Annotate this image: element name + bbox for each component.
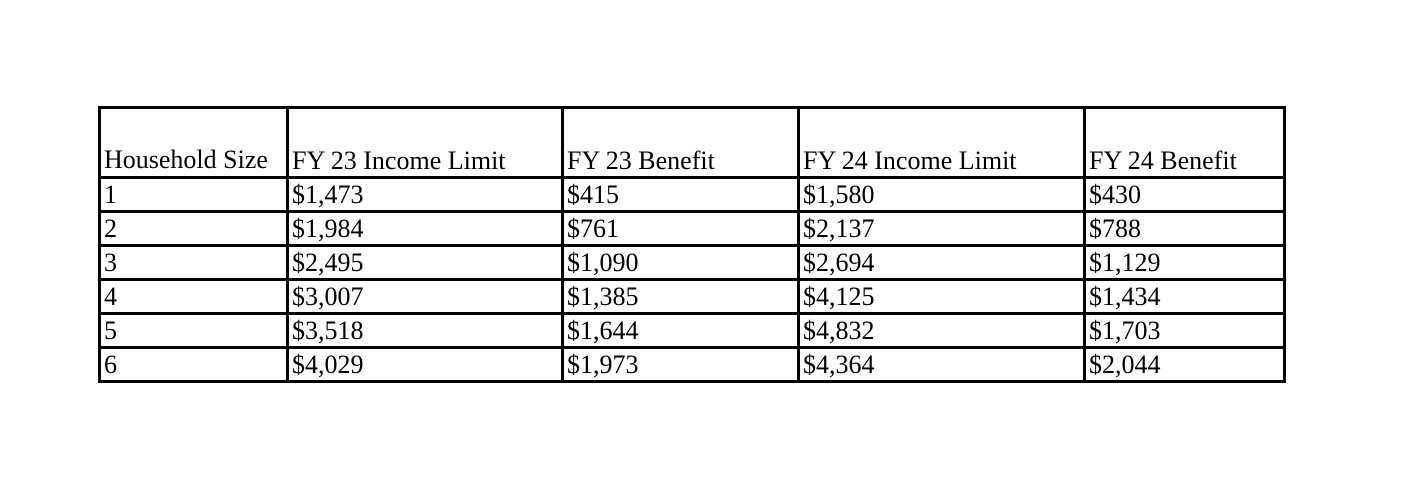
- cell-fy24-income-limit: $1,580: [800, 179, 1083, 210]
- cell-fy24-income-limit: $2,137: [800, 213, 1083, 244]
- table-row: [101, 281, 1283, 312]
- cell-household-size: 1: [101, 179, 286, 210]
- cell-fy24-benefit: $430: [1086, 179, 1283, 210]
- income-benefit-table: [98, 106, 1286, 383]
- header-fy24-benefit: FY 24 Benefit: [1086, 109, 1283, 176]
- cell-household-size: 2: [101, 213, 286, 244]
- cell-fy24-benefit: $1,129: [1086, 247, 1283, 278]
- table-header-row: [101, 109, 1283, 176]
- cell-fy23-income-limit: $1,984: [289, 213, 561, 244]
- cell-fy23-benefit: $1,385: [564, 281, 797, 312]
- cell-household-size: 6: [101, 349, 286, 380]
- header-household-size: Household Size: [101, 109, 286, 176]
- cell-household-size: 3: [101, 247, 286, 278]
- cell-fy24-benefit: $2,044: [1086, 349, 1283, 380]
- header-fy23-benefit: FY 23 Benefit: [564, 109, 797, 176]
- cell-fy23-benefit: $761: [564, 213, 797, 244]
- table-row: [101, 349, 1283, 380]
- table-row: [101, 315, 1283, 346]
- cell-fy23-income-limit: $3,518: [289, 315, 561, 346]
- cell-fy24-income-limit: $4,364: [800, 349, 1083, 380]
- cell-fy23-income-limit: $4,029: [289, 349, 561, 380]
- cell-fy23-benefit: $1,090: [564, 247, 797, 278]
- cell-fy23-income-limit: $2,495: [289, 247, 561, 278]
- cell-fy23-income-limit: $3,007: [289, 281, 561, 312]
- cell-household-size: 4: [101, 281, 286, 312]
- cell-fy23-benefit: $1,973: [564, 349, 797, 380]
- cell-fy24-income-limit: $4,125: [800, 281, 1083, 312]
- header-fy24-income-limit: FY 24 Income Limit: [800, 109, 1083, 176]
- cell-fy23-benefit: $1,644: [564, 315, 797, 346]
- cell-fy24-income-limit: $4,832: [800, 315, 1083, 346]
- table-row: [101, 213, 1283, 244]
- cell-fy24-income-limit: $2,694: [800, 247, 1083, 278]
- cell-household-size: 5: [101, 315, 286, 346]
- cell-fy23-benefit: $415: [564, 179, 797, 210]
- table-row: [101, 179, 1283, 210]
- cell-fy24-benefit: $788: [1086, 213, 1283, 244]
- header-fy23-income-limit: FY 23 Income Limit: [289, 109, 561, 176]
- cell-fy23-income-limit: $1,473: [289, 179, 561, 210]
- cell-fy24-benefit: $1,703: [1086, 315, 1283, 346]
- table-row: [101, 247, 1283, 278]
- cell-fy24-benefit: $1,434: [1086, 281, 1283, 312]
